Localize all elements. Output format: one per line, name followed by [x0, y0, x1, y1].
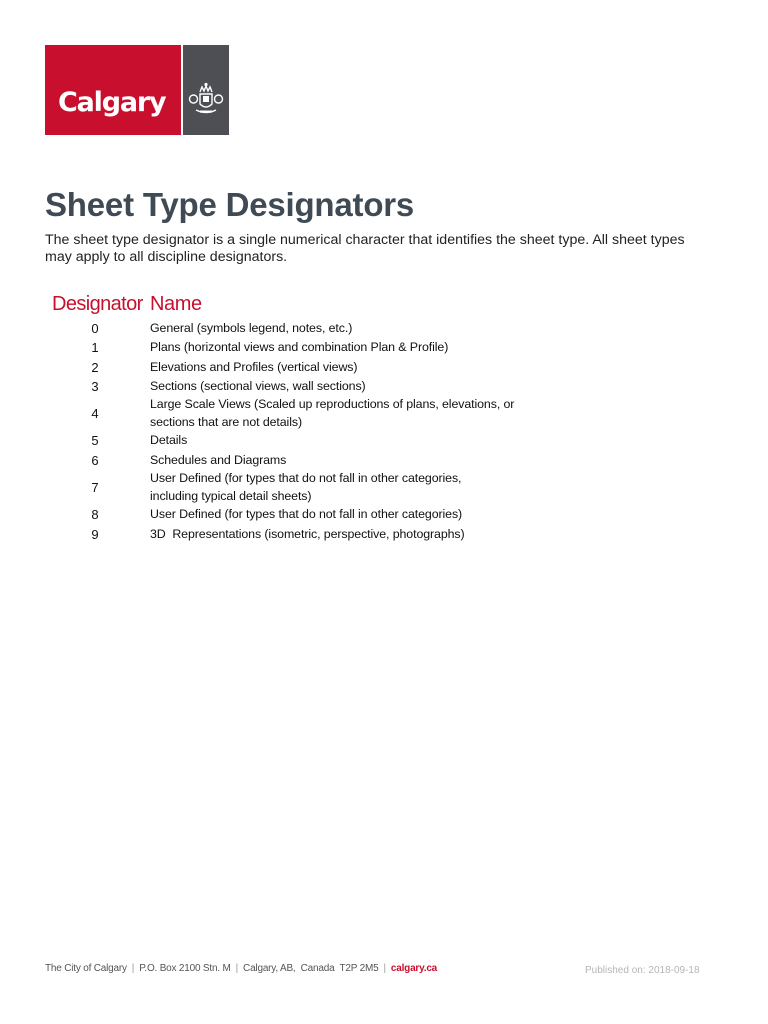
row-name: General (symbols legend, notes, etc.) — [150, 321, 353, 335]
page-title: Sheet Type Designators — [45, 186, 415, 223]
column-header-name: Name — [150, 293, 202, 315]
row-designator: 1 — [91, 340, 99, 355]
row-designator: 4 — [91, 406, 99, 421]
calgary-logo — [45, 45, 229, 135]
row-designator: 8 — [91, 507, 99, 522]
row-name: Large Scale Views (Scaled up reproductions of plans, elevations, or sections that are not details) — [150, 397, 515, 429]
row-designator: 9 — [91, 527, 99, 542]
footer-contact — [45, 962, 437, 976]
row-designator: 0 — [91, 321, 99, 336]
logo-red-panel — [45, 45, 181, 135]
footer-separator: | — [235, 963, 239, 974]
footer-pobox: P.O. Box 2100 Stn. M — [139, 963, 231, 974]
row-designator: 7 — [91, 480, 99, 495]
row-name: Plans (horizontal views and combination Plan & Profile) — [150, 340, 449, 354]
logo-wordmark: Calgary — [58, 87, 166, 118]
row-name: Elevations and Profiles (vertical views) — [150, 360, 358, 374]
row-name: Sections (sectional views, wall sections) — [150, 379, 366, 393]
footer-separator: | — [383, 963, 386, 974]
footer-separator: | — [131, 963, 135, 974]
logo-grey-panel — [183, 45, 229, 135]
row-name: User Defined (for types that do not fall in other categories) — [150, 507, 463, 521]
footer-website-link[interactable]: calgary.ca — [390, 963, 438, 974]
intro-paragraph: The sheet type designator is a single numerical character that identifies the sheet type. All sheet types may apply to all discipline designators. — [45, 232, 685, 265]
row-name: 3D Representations (isometric, perspective, photographs) — [150, 527, 465, 541]
row-designator: 2 — [91, 360, 99, 375]
row-name: Schedules and Diagrams — [150, 453, 287, 467]
city-crest-icon — [188, 82, 224, 116]
row-designator: 6 — [91, 453, 99, 468]
footer-address: Calgary, AB, Canada T2P 2M5 — [243, 963, 379, 974]
row-name: Details — [150, 433, 188, 447]
footer-org: The City of Calgary — [45, 963, 127, 974]
column-header-designator: Designator — [52, 293, 143, 315]
row-designator: 3 — [91, 379, 99, 394]
row-designator: 5 — [91, 433, 99, 448]
row-name: User Defined (for types that do not fall in other categories, including typical detail sheets) — [150, 471, 462, 503]
published-date: Published on: 2018-09-18 — [585, 965, 700, 976]
